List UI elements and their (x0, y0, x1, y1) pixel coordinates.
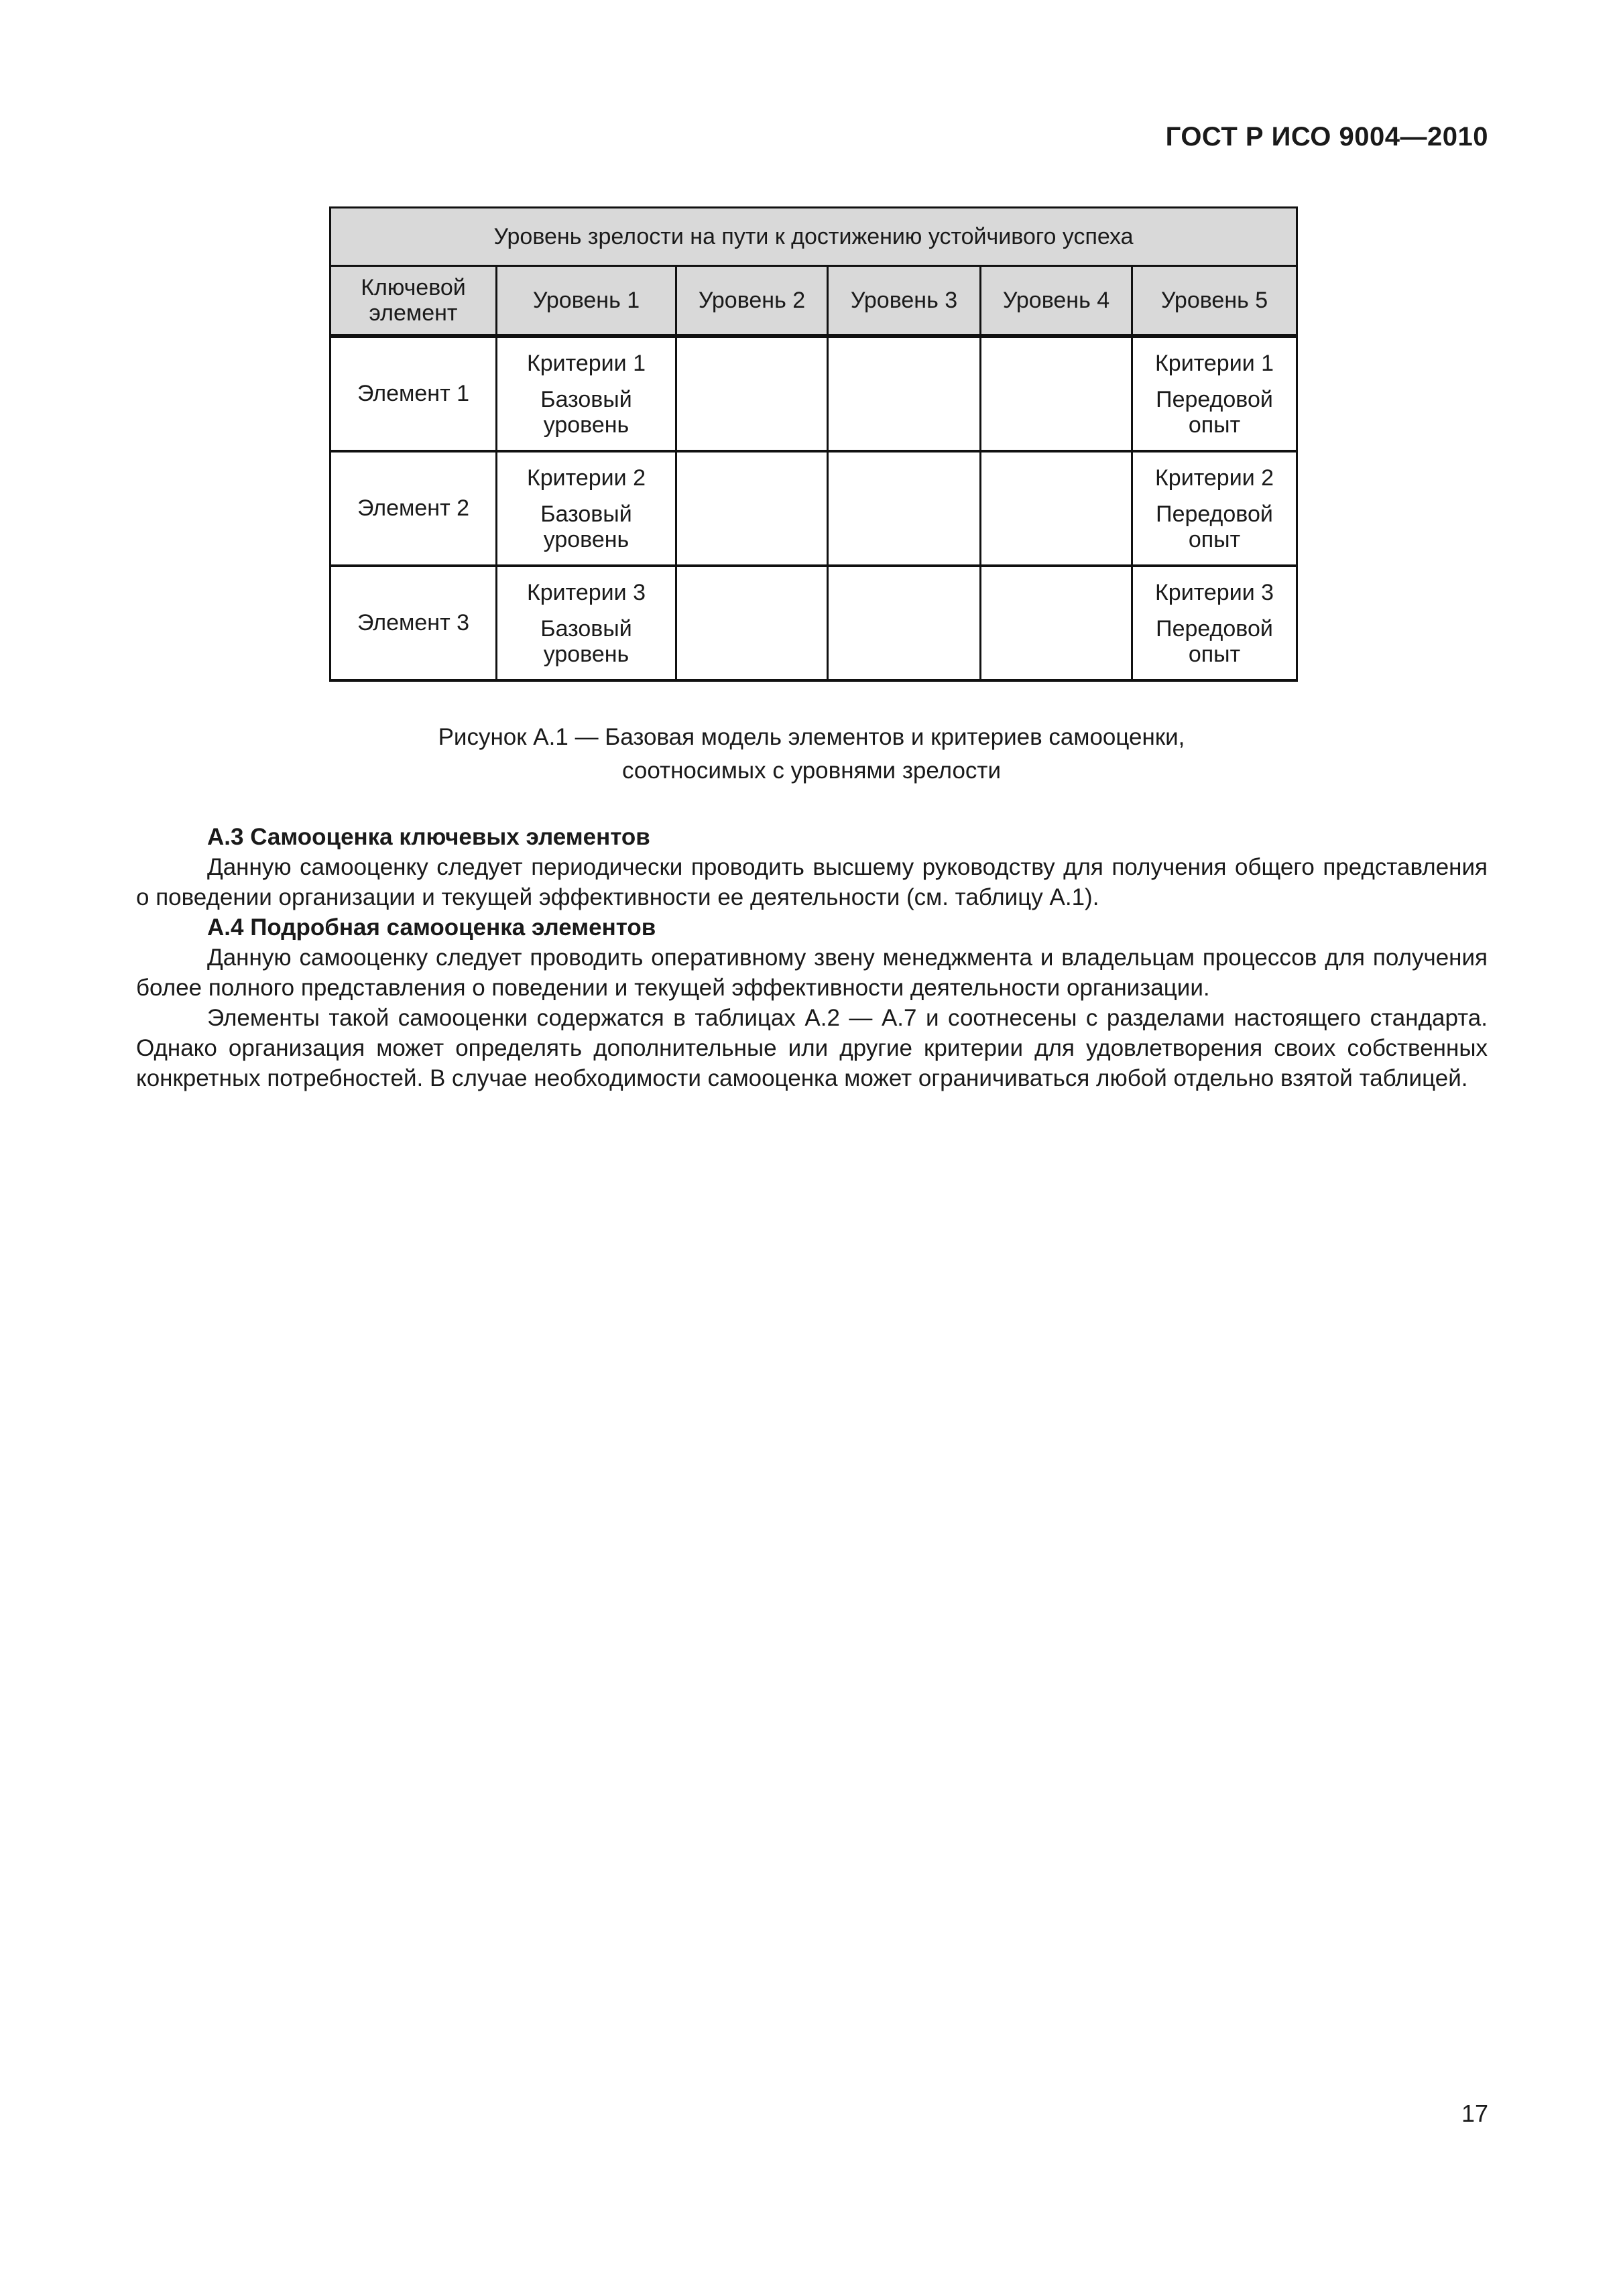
table-title: Уровень зрелости на пути к достижению устойчивого успеха (330, 208, 1297, 266)
level-description: Передовой опыт (1156, 501, 1273, 552)
column-header-level-1: Уровень 1 (497, 266, 676, 337)
paragraph: Данную самооценку следует проводить оперативному звену менеджмента и владельцам процессов для получения более полного представления о поведении и текущей эффективности деятельности организации. (136, 945, 1488, 1001)
table-row (330, 336, 1297, 451)
column-header-level-3: Уровень 3 (828, 266, 981, 337)
level-5-cell (1132, 451, 1297, 566)
criteria-label: Критерии 3 (526, 579, 646, 605)
criteria-label: Критерии 1 (1154, 350, 1274, 376)
body-text (136, 822, 1488, 1093)
level-2-cell (676, 336, 828, 451)
paragraph: Данную самооценку следует периодически проводить высшему руководству для получения общего представления о поведении организации и текущей эффективности ее деятельности (см. таблицу А.1). (136, 854, 1488, 910)
column-header-label: Ключевой элемент (361, 275, 466, 326)
table-row (330, 566, 1297, 680)
level-4-cell (981, 451, 1132, 566)
level-description: Базовый уровень (540, 615, 632, 667)
figure-caption-line-2: соотносимых с уровнями зрелости (621, 758, 1002, 784)
column-header-level-5: Уровень 5 (1132, 266, 1297, 337)
level-3-cell (828, 566, 981, 680)
page-number: 17 (1461, 2100, 1488, 2127)
column-header-level-2: Уровень 2 (676, 266, 828, 337)
level-1-cell (497, 451, 676, 566)
level-4-cell (981, 566, 1132, 680)
level-description: Базовый уровень (540, 501, 632, 552)
element-cell: Элемент 1 (330, 336, 497, 451)
section-heading-a4: А.4 Подробная самооценка элементов (207, 914, 656, 941)
element-cell: Элемент 3 (330, 566, 497, 680)
criteria-label: Критерии 3 (1154, 579, 1274, 605)
level-3-cell (828, 451, 981, 566)
document-code: ГОСТ Р ИСО 9004—2010 (1165, 122, 1488, 152)
table-row (330, 451, 1297, 566)
level-description: Базовый уровень (540, 386, 632, 438)
table-title-row (330, 208, 1297, 266)
level-description: Передовой опыт (1156, 386, 1273, 438)
table-header-row (330, 266, 1297, 337)
paragraph: Элементы такой самооценки содержатся в таблицах А.2 — А.7 и соотнесены с разделами настоящего стандарта. Однако организация может определять дополнительные или другие критерии для удовлетворения своих собственных конкретных потребностей. В случае необходимости самооценка может ограничиваться любой отдельно взятой таблицей. (136, 1005, 1488, 1091)
level-5-cell (1132, 566, 1297, 680)
element-cell: Элемент 2 (330, 451, 497, 566)
column-header-key-element (330, 266, 497, 337)
level-2-cell (676, 566, 828, 680)
maturity-model-table (329, 206, 1298, 682)
figure-caption-line-1: Рисунок А.1 — Базовая модель элементов и критериев самооценки, (438, 724, 1185, 750)
level-2-cell (676, 451, 828, 566)
figure-caption (0, 721, 1623, 788)
criteria-label: Критерии 2 (526, 465, 646, 491)
criteria-label: Критерии 1 (526, 350, 646, 376)
criteria-label: Критерии 2 (1154, 465, 1274, 491)
section-heading-a3: А.3 Самооценка ключевых элементов (207, 824, 650, 850)
level-4-cell (981, 336, 1132, 451)
level-5-cell (1132, 336, 1297, 451)
level-3-cell (828, 336, 981, 451)
column-header-level-4: Уровень 4 (981, 266, 1132, 337)
level-1-cell (497, 336, 676, 451)
level-description: Передовой опыт (1156, 615, 1273, 667)
level-1-cell (497, 566, 676, 680)
